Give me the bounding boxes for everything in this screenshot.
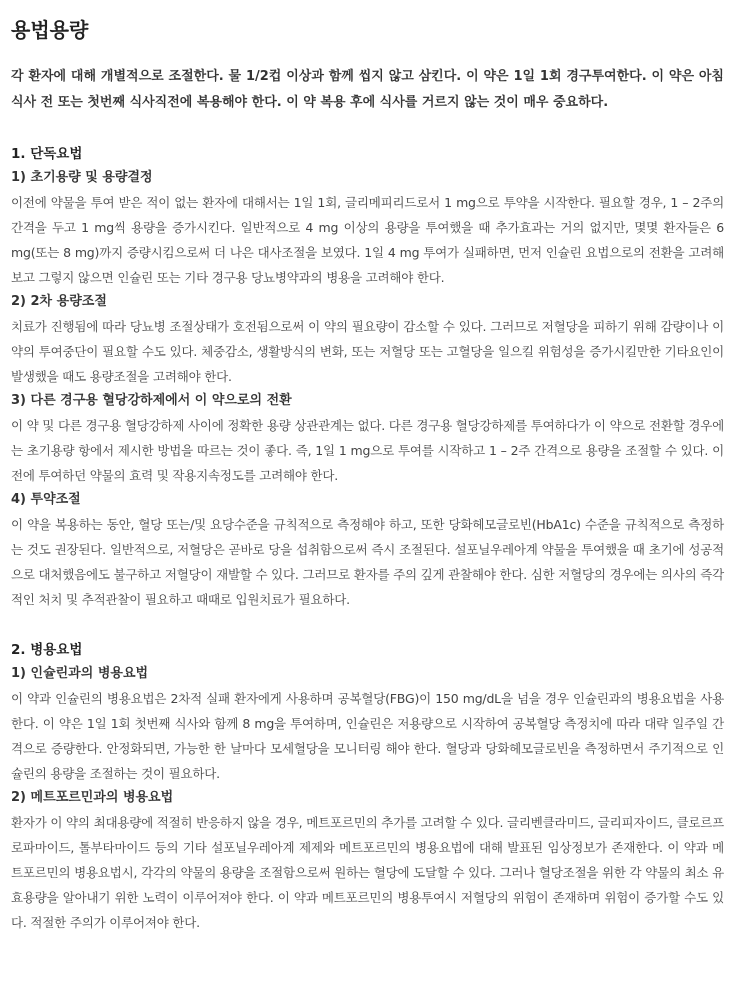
subsection-text: 환자가 이 약의 최대용량에 적절히 반응하지 않을 경우, 메트포르민의 추가를 고려할 수 있다. 글리벤클라미드, 글리피자이드, 클로르프로파마이드, 톨부타마이드 등의 기타 설포닐우레아계 제제와 메트포르민의 병용요법에 대해 발표된 임상정보가 존재한다. 이 약과 메트포르민의 병용요법시, 각각의 약물의 용량을 조절함으로써 원하는 혈당에 도달할 수 있다. 그러나 혈당조절을 위한 각 약물의 최소 유효용량을 알아내기 위한 노력이 이루어져야 한다. 이 약과 메트포르민의 병용투여시 저혈당의 위험이 존재하며 위험이 증가할 수도 있다. 적절한 주의가 이루어져야 한다.: [11, 815, 724, 930]
section-combination-therapy: [11, 638, 724, 935]
subsection-text: 이 약을 복용하는 동안, 혈당 또는/및 요당수준을 규칙적으로 측정해야 하고, 또한 당화헤모글로빈(HbA1c) 수준을 규칙적으로 측정하는 것도 권장된다. 일반적으로, 저혈당은 곧바로 당을 섭취함으로써 즉시 조절된다. 설포닐우레아계 약물을 투여했을 때 초기에 성공적으로 대처했음에도 불구하고 저혈당이 재발할 수 있다. 그러므로 환자를 주의 깊게 관찰해야 한다. 심한 저혈당의 경우에는 의사의 즉각적인 처치 및 추적관찰이 필요하고 때때로 입원치료가 필요하다.: [11, 517, 724, 607]
subsection-heading: 1) 인슐린과의 병용요법: [11, 666, 149, 681]
subsection-heading: 3) 다른 경구용 혈당강하제에서 이 약으로의 전환: [11, 393, 292, 408]
section-heading: 1. 단독요법: [11, 146, 83, 162]
subsection-heading: 1) 초기용량 및 용량결정: [11, 170, 153, 185]
subsection-heading: 2) 2차 용량조절: [11, 294, 107, 309]
page-title: 용법용량: [11, 18, 89, 42]
section-monotherapy: [11, 142, 724, 612]
subsection-text: 이전에 약물을 투여 받은 적이 없는 환자에 대해서는 1일 1회, 글리메피리드로서 1 mg으로 투약을 시작한다. 필요할 경우, 1 – 2주의 간격을 두고 1 mg씩 용량을 증가시킨다. 일반적으로 4 mg 이상의 용량을 투여했을 때 추가효과는 거의 없지만, 몇몇 환자들은 6 mg(또는 8 mg)까지 증량시킴으로써 더 나은 대사조절을 보였다. 1일 4 mg 투여가 실패하면, 먼저 인슐린 요법으로의 전환을 고려해 보고 그렇지 않으면 인슐린 또는 기타 경구용 당뇨병약과의 병용을 고려해야 한다.: [11, 195, 724, 285]
subsection-text: 이 약 및 다른 경구용 혈당강하제 사이에 정확한 용량 상관관계는 없다. 다른 경구용 혈당강하제를 투여하다가 이 약으로 전환할 경우에는 초기용량 항에서 제시한 방법을 따르는 것이 좋다. 즉, 1일 1 mg으로 투여를 시작하고 1 – 2주 간격으로 용량을 조절할 수 있다. 이전에 투여하던 약물의 효력 및 작용지속정도를 고려해야 한다.: [11, 418, 724, 483]
subsection-text: 이 약과 인슐린의 병용요법은 2차적 실패 환자에게 사용하며 공복혈당(FBG)이 150 mg/dL을 넘을 경우 인슐린과의 병용요법을 사용한다. 이 약은 1일 1회 첫번째 식사와 함께 8 mg을 투여하며, 인슐린은 저용량으로 시작하여 공복혈당 측정치에 따라 대략 일주일 간격으로 증량한다. 안정화되면, 가능한 한 날마다 모세혈당을 모니터링 해야 한다. 혈당과 당화헤모글로빈을 측정하면서 주기적으로 인슐린의 용량을 조절하는 것이 필요하다.: [11, 691, 724, 781]
section-heading: 2. 병용요법: [11, 642, 83, 658]
subsection-heading: 4) 투약조절: [11, 492, 81, 507]
subsection-heading: 2) 메트포르민과의 병용요법: [11, 790, 174, 805]
intro-paragraph: 각 환자에 대해 개별적으로 조절한다. 물 1/2컵 이상과 함께 씹지 않고 삼킨다. 이 약은 1일 1회 경구투여한다. 이 약은 아침식사 전 또는 첫번째 식사직전에 복용해야 한다. 이 약 복용 후에 식사를 거르지 않는 것이 매우 중요하다.: [11, 69, 724, 110]
subsection-text: 치료가 진행됨에 따라 당뇨병 조절상태가 호전됨으로써 이 약의 필요량이 감소할 수 있다. 그러므로 저혈당을 피하기 위해 감량이나 이 약의 투여중단이 필요할 수도 있다. 체중감소, 생활방식의 변화, 또는 저혈당 또는 고혈당을 일으킬 위험성을 증가시킬만한 기타요인이 발생했을 때도 용량조절을 고려해야 한다.: [11, 319, 724, 384]
